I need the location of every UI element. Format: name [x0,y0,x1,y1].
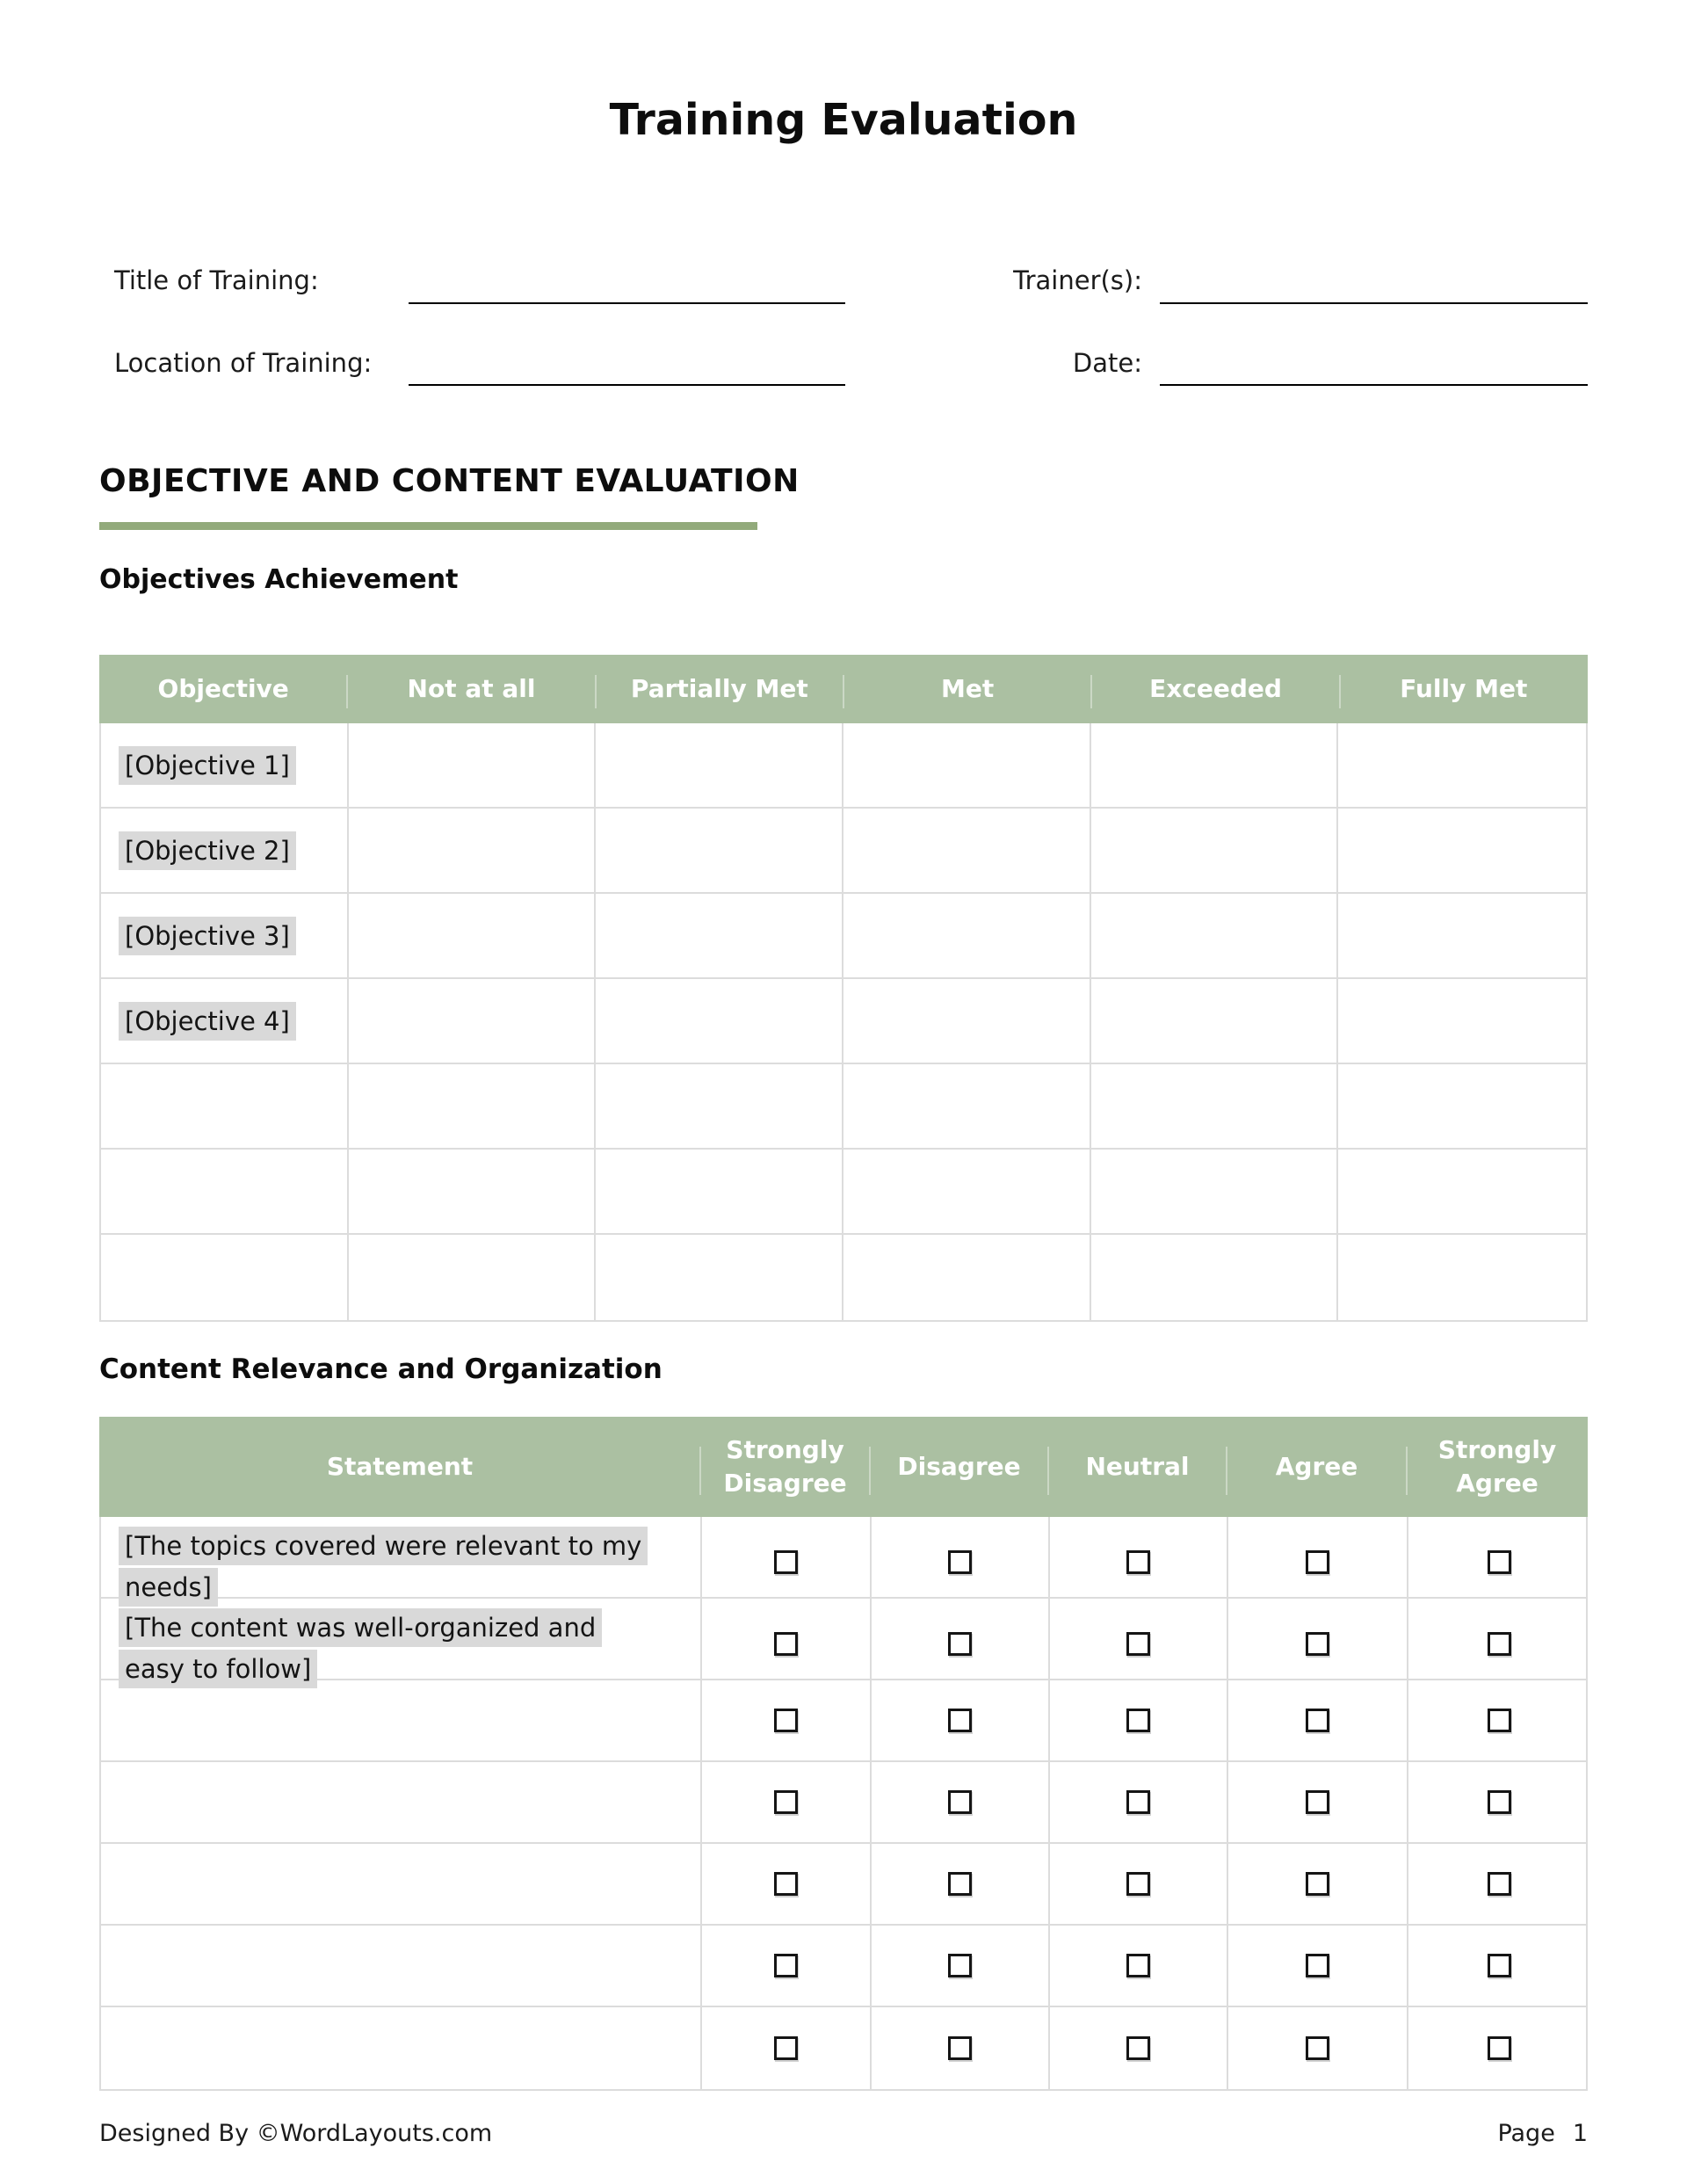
rating-cell[interactable] [1338,809,1586,892]
statement-placeholder[interactable]: [The topics covered were relevant to my needs] [119,1527,648,1607]
checkbox-cell [702,1599,872,1690]
rating-cell[interactable] [596,1064,844,1148]
checkbox-icon[interactable] [1126,1954,1150,1977]
checkbox-cell [1228,1680,1408,1760]
rating-cell[interactable] [349,723,597,807]
checkbox-cell [1228,1762,1408,1842]
statement-cell [101,1599,702,1690]
rating-cell[interactable] [1338,1064,1586,1148]
rating-cell[interactable] [596,894,844,977]
rating-cell[interactable] [844,894,1091,977]
checkbox-icon[interactable] [774,1709,798,1732]
content-relevance-heading: Content Relevance and Organization [99,1353,662,1385]
column-header-statement: Statement [99,1417,700,1517]
table-row [101,1150,1586,1235]
statement-cell[interactable] [101,1762,702,1842]
rating-cell[interactable] [1338,894,1586,977]
checkbox-icon[interactable] [1306,1550,1329,1574]
date-input[interactable] [1160,384,1588,386]
objective-placeholder[interactable]: [Objective 2] [119,831,296,870]
checkbox-cell [702,1926,872,2006]
objectives-achievement-heading: Objectives Achievement [99,564,459,595]
rating-cell[interactable] [1091,1064,1339,1148]
statement-cell[interactable] [101,1680,702,1760]
objective-cell[interactable] [101,1064,349,1148]
rating-cell[interactable] [1091,723,1339,807]
objective-cell[interactable] [101,1235,349,1320]
location-of-training-input[interactable] [409,384,845,386]
trainers-input[interactable] [1160,302,1588,304]
checkbox-cell [702,2007,872,2089]
checkbox-icon[interactable] [1126,1790,1150,1814]
rating-cell[interactable] [596,723,844,807]
checkbox-cell [1408,1926,1589,2006]
checkbox-icon[interactable] [948,1550,972,1574]
column-header-agree: Agree [1227,1417,1407,1517]
objectives-table [99,655,1588,1322]
rating-cell[interactable] [596,979,844,1063]
objective-placeholder[interactable]: [Objective 3] [119,917,296,955]
column-header-disagree: Disagree [870,1417,1048,1517]
checkbox-cell [1408,1680,1589,1760]
checkbox-icon[interactable] [1306,1709,1329,1732]
rating-cell[interactable] [844,1150,1091,1233]
table-row [101,1762,1586,1844]
location-of-training-label: Location of Training: [114,348,373,378]
checkbox-cell [702,1844,872,1924]
checkbox-cell [1050,1599,1228,1690]
checkbox-icon[interactable] [1126,1872,1150,1896]
footer-credit: Designed By ©WordLayouts.com [99,2120,493,2147]
rating-cell[interactable] [1091,809,1339,892]
table-row [101,1926,1586,2007]
checkbox-cell [1050,1517,1228,1608]
rating-cell[interactable] [844,1064,1091,1148]
trainers-label: Trainer(s): [1013,265,1142,295]
rating-cell[interactable] [349,1235,597,1320]
rating-cell[interactable] [349,979,597,1063]
footer-page-label: Page [1497,2120,1555,2147]
checkbox-icon[interactable] [1488,1872,1511,1896]
content-table-body [99,1517,1588,2091]
column-header-objective: Objective [99,655,347,723]
checkbox-cell [872,1926,1050,2006]
rating-cell[interactable] [596,1235,844,1320]
column-header-exceeded: Exceeded [1091,655,1339,723]
checkbox-cell [1228,1517,1408,1608]
checkbox-cell [1050,1680,1228,1760]
checkbox-icon[interactable] [1306,1872,1329,1896]
checkbox-icon[interactable] [1488,1632,1511,1656]
table-row [101,1844,1586,1926]
column-header-neutral: Neutral [1048,1417,1227,1517]
checkbox-icon[interactable] [948,1872,972,1896]
checkbox-cell [1050,1762,1228,1842]
checkbox-icon[interactable] [1126,1550,1150,1574]
checkbox-icon[interactable] [1488,1709,1511,1732]
checkbox-icon[interactable] [774,2036,798,2060]
statement-cell [101,1517,702,1608]
rating-cell[interactable] [1338,1235,1586,1320]
checkbox-icon[interactable] [774,1790,798,1814]
rating-cell[interactable] [349,894,597,977]
checkbox-cell [872,1680,1050,1760]
column-header-met: Met [844,655,1091,723]
statement-cell[interactable] [101,1926,702,2006]
title-of-training-input[interactable] [409,302,845,304]
objective-cell [101,979,349,1063]
objective-cell [101,809,349,892]
checkbox-icon[interactable] [1306,1632,1329,1656]
date-label: Date: [1072,348,1142,378]
checkbox-cell [872,1844,1050,1924]
checkbox-cell [1408,1762,1589,1842]
checkbox-cell [702,1517,872,1608]
rating-cell[interactable] [1338,723,1586,807]
rating-cell[interactable] [596,809,844,892]
rating-cell[interactable] [1338,1150,1586,1233]
checkbox-cell [872,1762,1050,1842]
checkbox-cell [1408,2007,1589,2089]
table-row [101,894,1586,979]
table-row [101,1599,1586,1684]
table-row [101,2007,1586,2089]
column-header-partially-met: Partially Met [596,655,844,723]
checkbox-cell [702,1680,872,1760]
section-heading: OBJECTIVE AND CONTENT EVALUATION [99,463,800,499]
checkbox-icon[interactable] [948,1790,972,1814]
checkbox-icon[interactable] [1306,1790,1329,1814]
rating-cell[interactable] [844,809,1091,892]
checkbox-icon[interactable] [1488,1954,1511,1977]
statement-cell[interactable] [101,1844,702,1924]
rating-cell[interactable] [1338,979,1586,1063]
checkbox-icon[interactable] [1488,2036,1511,2060]
objectives-table-body [99,723,1588,1322]
objective-cell [101,894,349,977]
rating-cell[interactable] [1091,1150,1339,1233]
rating-cell[interactable] [1091,979,1339,1063]
checkbox-cell [1050,2007,1228,2089]
checkbox-icon[interactable] [1488,1550,1511,1574]
checkbox-cell [1408,1517,1589,1608]
section-divider [99,522,757,530]
checkbox-icon[interactable] [1488,1790,1511,1814]
footer-page-indicator [1497,2120,1588,2147]
column-header-not-at-all: Not at all [347,655,595,723]
column-header-strongly-disagree: Strongly Disagree [700,1417,870,1517]
table-row [101,1064,1586,1150]
statement-cell[interactable] [101,2007,702,2089]
column-header-fully-met: Fully Met [1400,674,1528,704]
checkbox-icon[interactable] [948,1954,972,1977]
checkbox-icon[interactable] [774,1954,798,1977]
objective-cell [101,723,349,807]
content-table [99,1417,1588,2091]
checkbox-cell [1408,1844,1589,1924]
checkbox-cell [1228,1926,1408,2006]
table-row [101,1680,1586,1762]
checkbox-cell [1228,1599,1408,1690]
checkbox-cell [1050,1844,1228,1924]
checkbox-icon[interactable] [948,1709,972,1732]
rating-cell[interactable] [349,809,597,892]
checkbox-icon[interactable] [948,2036,972,2060]
page-title: Training Evaluation [609,95,1078,145]
table-row [101,1235,1586,1320]
checkbox-cell [872,2007,1050,2089]
objective-placeholder[interactable]: [Objective 1] [119,746,296,785]
rating-cell[interactable] [844,723,1091,807]
checkbox-icon[interactable] [1306,2036,1329,2060]
statement-placeholder[interactable]: [The content was well-organized and easy to follow] [119,1608,602,1688]
checkbox-icon[interactable] [1126,2036,1150,2060]
objective-placeholder[interactable]: [Objective 4] [119,1002,296,1041]
rating-cell[interactable] [596,1150,844,1233]
checkbox-icon[interactable] [1126,1709,1150,1732]
title-of-training-label: Title of Training: [114,265,319,295]
objectives-table-header [99,655,1588,723]
rating-cell[interactable] [349,1064,597,1148]
checkbox-icon[interactable] [774,1632,798,1656]
checkbox-icon[interactable] [948,1632,972,1656]
footer-page-number: 1 [1572,2120,1588,2147]
checkbox-cell [1228,2007,1408,2089]
checkbox-icon[interactable] [774,1550,798,1574]
column-header-strongly-agree: Strongly Agree [1437,1435,1557,1498]
rating-cell[interactable] [1091,1235,1339,1320]
rating-cell[interactable] [844,979,1091,1063]
content-table-header [99,1417,1588,1517]
checkbox-cell [1050,1926,1228,2006]
table-row [101,723,1586,809]
checkbox-cell [872,1599,1050,1690]
checkbox-cell [1408,1599,1589,1690]
objective-cell[interactable] [101,1150,349,1233]
table-row [101,809,1586,894]
rating-cell[interactable] [844,1235,1091,1320]
checkbox-cell [1228,1844,1408,1924]
checkbox-cell [872,1517,1050,1608]
table-row [101,979,1586,1064]
checkbox-cell [702,1762,872,1842]
checkbox-icon[interactable] [1306,1954,1329,1977]
rating-cell[interactable] [349,1150,597,1233]
checkbox-icon[interactable] [774,1872,798,1896]
checkbox-icon[interactable] [1126,1632,1150,1656]
table-row [101,1517,1586,1602]
rating-cell[interactable] [1091,894,1339,977]
